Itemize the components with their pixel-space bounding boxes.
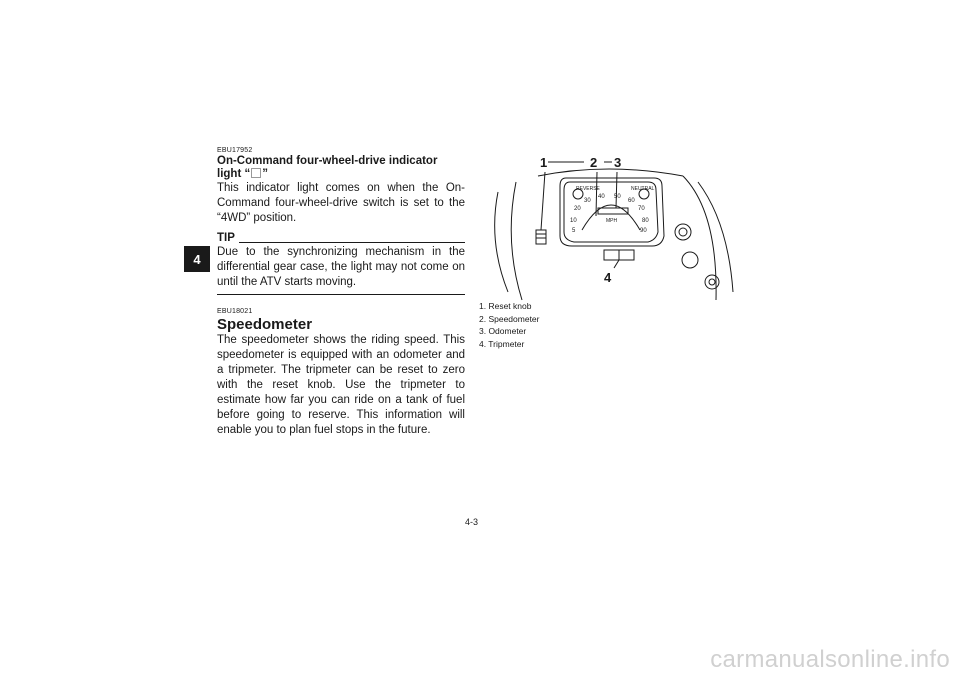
dial-label-70: 70 <box>638 206 645 212</box>
indicator-heading-suffix: ” <box>262 168 268 180</box>
speedometer-illustration <box>478 152 736 302</box>
speedometer-description: The speedometer shows the riding speed. This speedometer is equipped with an odometer and a tripmeter. The tripmeter can be reset to zero with the reset knob. Use the tripmeter to estimate how far you can ride on a tank of fuel before going to reserve. This information will enable you to plan fuel stops in the future. <box>217 334 465 436</box>
neutral-label: NEUTRAL <box>631 186 655 192</box>
watermark-link[interactable]: carmanualsonline.info <box>710 646 950 673</box>
tip-rule <box>239 242 465 243</box>
caption-reset-knob: 1. Reset knob <box>479 301 532 311</box>
4wd-indicator-icon <box>251 168 261 178</box>
section-code-indicator: EBU17952 <box>217 147 253 154</box>
section-code-speedometer: EBU18021 <box>217 308 253 315</box>
indicator-heading-line2 <box>217 168 465 181</box>
dial-label-50: 50 <box>614 194 621 200</box>
caption-odometer: 3. Odometer <box>479 326 527 337</box>
chapter-tab: 4 <box>184 246 210 272</box>
indicator-heading-line1: On-Command four-wheel-drive indicator <box>217 155 438 167</box>
dial-label-20: 20 <box>574 206 581 212</box>
dial-label-80: 80 <box>642 218 649 224</box>
reverse-label: REVERSE <box>576 186 600 192</box>
callout-2: 2 <box>590 155 598 170</box>
tip-end-rule <box>217 294 465 295</box>
caption-speedometer: 2. Speedometer <box>479 313 540 324</box>
dial-label-90: 90 <box>640 228 647 234</box>
tip-label: TIP <box>217 232 235 244</box>
dial-label-30: 30 <box>584 198 591 204</box>
left-column <box>217 146 465 438</box>
dial-label-40: 40 <box>598 194 605 200</box>
callout-3: 3 <box>614 155 622 170</box>
speedometer-heading: Speedometer <box>217 316 313 333</box>
tip-header <box>217 232 465 245</box>
caption-tripmeter: 4. Tripmeter <box>479 338 525 349</box>
page-number: 4-3 <box>465 517 479 527</box>
indicator-heading-prefix: light “ <box>217 168 251 180</box>
dial-label-60: 60 <box>628 198 635 204</box>
callout-1: 1 <box>540 155 548 170</box>
tip-text: Due to the synchronizing mechanism in the differential gear case, the light may not come on until the ATV starts moving. <box>217 246 465 288</box>
dial-label-10: 10 <box>570 218 577 224</box>
dial-label-5: 5 <box>572 228 576 234</box>
callout-4: 4 <box>604 270 612 285</box>
figure-captions <box>479 300 539 350</box>
indicator-description: This indicator light comes on when the On-Command four-wheel-drive switch is set to the “4WD” position. <box>217 182 465 224</box>
mph-label: MPH <box>606 218 618 224</box>
